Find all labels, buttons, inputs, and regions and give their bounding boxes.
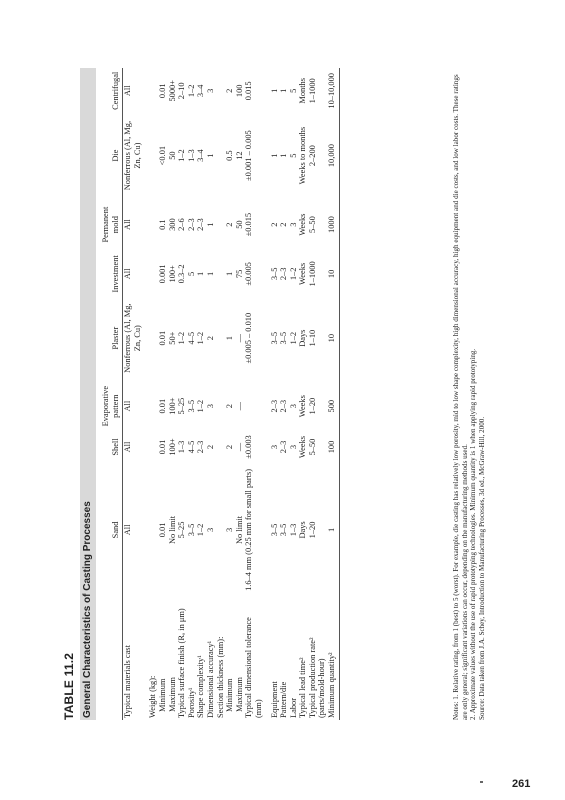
table-cell: 5 [288, 88, 298, 93]
table-cell: 75 [234, 269, 244, 279]
table-cell: 3 [225, 527, 235, 533]
table-cell [216, 380, 226, 432]
table-cell [142, 198, 158, 252]
table-cell: 2–3 [186, 218, 196, 231]
table-cell: Months [298, 78, 308, 104]
table-cell: 2–200 [307, 145, 317, 167]
table-cell: ±0.003 [244, 435, 254, 459]
table-cell: 1–2 [196, 331, 206, 345]
table-subtitle: General Characteristics of Casting Processes [80, 68, 96, 720]
table-cell [142, 68, 158, 114]
table-cell: 2–3 [279, 399, 289, 413]
table-cell: — [234, 401, 244, 411]
table-cell: 3 [269, 444, 279, 450]
table-cell: 3–5 [186, 523, 196, 537]
table-row [225, 68, 235, 720]
table-cell: 0.01 [157, 439, 167, 455]
table-cell: 5–50 [307, 438, 317, 456]
table-cell [142, 380, 158, 432]
table-row [142, 68, 158, 720]
table-cell: 2–3 [269, 399, 279, 413]
table-cell: 3 [288, 444, 298, 450]
header-evaporative-pattern: Evaporative pattern [101, 385, 120, 427]
table-cell [142, 252, 158, 297]
table-cell: Days [298, 521, 308, 539]
table-cell: 1–2 [196, 523, 206, 537]
note-source: Source: Data taken from J.A. Schey, Introduction to Manufacturing Processes, 3d ed., McGraw-Hill, 2000. [477, 416, 486, 720]
table-cell: 1–1000 [307, 78, 317, 104]
table-cell: 1–2 [196, 399, 206, 413]
table-row [123, 68, 143, 720]
row-label: Minimum quantity² [327, 598, 339, 720]
header-investment: Investment [110, 255, 120, 293]
table-row [244, 68, 263, 720]
table-cell: 300 [167, 218, 177, 231]
table-cell: 100+ [167, 397, 177, 415]
table-cell: ±0.005 – 0.010 [244, 312, 254, 364]
table-cell: 0.5 [225, 150, 235, 161]
table-cell: 50 [167, 151, 177, 160]
table-cell: 1–10 [307, 329, 317, 347]
table-cell: ±0.005 [244, 262, 254, 286]
table-cell: 2 [225, 404, 235, 409]
note-1: Notes: 1. Relative rating, from 1 (best) to 5 (worst). For example, die casting has relatively low porosity, mid to low shape complexity, high dimensional accuracy, high equipment and die costs, and low labor costs. These ratings are only general; significant variations can occur, depending on the manufacturing methods used. [452, 74, 469, 720]
table-cell: 3 [205, 88, 215, 93]
table-cell: Nonferrous (Al, Mg, Zn, Cu) [123, 303, 142, 373]
table-cell: 3 [288, 222, 298, 227]
table-cell: 1–3 [186, 149, 196, 162]
table-cell: 3–4 [196, 149, 206, 162]
table-cell [142, 462, 158, 598]
row-label: Pattern/die [279, 681, 289, 718]
casting-processes-table [100, 68, 340, 720]
table-cell: Weeks [298, 262, 308, 285]
table-cell: 0.01 [157, 398, 167, 414]
table-cell: 2 [225, 444, 235, 450]
table-cell: 1–1000 [307, 261, 317, 287]
table-cell: 3 [205, 404, 215, 409]
table-cell: 3–5 [186, 399, 196, 413]
table-cell [216, 462, 226, 598]
table-cell: ±0.015 [244, 212, 254, 237]
table-cell [142, 114, 158, 198]
table-cell: 1–2 [177, 149, 187, 162]
table-cell: 1 [269, 88, 279, 93]
table-cell: 2 [269, 222, 279, 227]
table-cell: 1.6–4 mm (0.25 mm for small parts) [244, 468, 254, 591]
table-cell: No limit [167, 515, 177, 545]
table-cell: 2–6 [177, 218, 187, 231]
table-cell: 0.3–2 [177, 264, 187, 284]
table-cell: Days [298, 329, 308, 347]
table-row [168, 68, 178, 720]
table-cell: 1–2 [186, 84, 196, 98]
table-cell: 100 [327, 432, 339, 462]
table-cell: 3–5 [279, 523, 289, 537]
table-cell: 3–5 [269, 331, 279, 345]
table-cell: 5000+ [167, 80, 177, 102]
table-cell: 1–2 [288, 267, 298, 281]
table-row [289, 68, 299, 720]
table-cell: 1–2 [177, 331, 187, 345]
table-cell: All [123, 268, 133, 280]
table-row [196, 68, 206, 720]
row-label: Typical lead time² [298, 657, 308, 718]
header-centrifugal: Centrifugal [110, 71, 120, 110]
table-cell: Nonferrous (Al, Mg, Zn, Cu) [123, 120, 142, 191]
note-2: 2. Approximate values without the use of rapid prototyping technologies. Minimum quantity is 1 when applying rapid prototyping. [469, 348, 478, 720]
row-label: Minimum [157, 678, 167, 712]
row-label: Typical surface finish (Rₐ in μm) [177, 608, 187, 718]
table-cell: 1–20 [307, 397, 317, 415]
row-label: Section thickness (mm): [215, 636, 225, 718]
table-cell: 0.01 [157, 522, 167, 538]
table-row [216, 68, 226, 720]
table-title: TABLE 11.2 [62, 652, 76, 720]
table-cell [216, 432, 226, 462]
header-plaster: Plaster [110, 326, 120, 350]
page-number: 261 [512, 778, 531, 790]
table-cell: Weeks [298, 395, 308, 418]
table-cell: 1–20 [307, 521, 317, 539]
table-cell [142, 296, 158, 380]
table-cell: No limit [234, 515, 244, 545]
header-shell: Shell [110, 438, 120, 456]
table-cell: 1 [269, 153, 279, 158]
header-blank [100, 598, 123, 720]
table-cell: 0.001 [157, 264, 167, 284]
table-cell: 50 [234, 220, 244, 229]
table-cell: All [123, 400, 133, 412]
table-cell: 10 [327, 252, 339, 297]
table-cell: 2–3 [279, 267, 289, 281]
table-cell: 0.01 [157, 83, 167, 99]
table-cell: 1–2 [288, 331, 298, 345]
table-cell [216, 68, 226, 114]
row-label: Typical production rate² (parts/mold-hour) [307, 637, 327, 718]
table-cell: 3–5 [269, 523, 279, 537]
table-cell: — [234, 442, 244, 452]
table-row [327, 68, 339, 720]
table-cell: 2–3 [279, 440, 289, 454]
table-cell: 1 [279, 153, 289, 158]
table-cell: Weeks [298, 213, 308, 236]
table-row [206, 68, 216, 720]
table-cell: 3 [205, 527, 215, 533]
table-cell: 2 [225, 222, 235, 227]
table-header-row [100, 68, 123, 720]
table-cell [216, 296, 226, 380]
table-cell: All [123, 524, 133, 536]
table-notes [452, 68, 486, 720]
table-cell: 3 [288, 404, 298, 409]
table-cell: 1 [205, 271, 215, 276]
table-cell [216, 252, 226, 297]
table-cell: 100+ [167, 265, 177, 283]
table-row [158, 68, 168, 720]
table-cell: 0.015 [244, 81, 254, 101]
table-cell: 10 [327, 296, 339, 380]
table-cell: 12 [234, 151, 244, 160]
table-cell: 1 [225, 271, 235, 276]
table-cell: 2 [225, 88, 235, 93]
table-cell: 3–4 [196, 84, 206, 98]
row-label: Minimum [225, 678, 235, 712]
table-cell: 4–5 [186, 331, 196, 345]
table-cell: 2 [205, 444, 215, 450]
header-sand: Sand [110, 521, 120, 539]
table-cell: 3–5 [279, 331, 289, 345]
table-cell: 2 [205, 336, 215, 341]
table-row [177, 68, 187, 720]
table-cell: 1 [279, 88, 289, 93]
table-row [187, 68, 197, 720]
table-cell: 10,000 [327, 114, 339, 198]
table-cell [142, 432, 158, 462]
table-cell [244, 380, 263, 432]
table-cell: Weeks [298, 435, 308, 459]
table-cell: 50+ [167, 331, 177, 345]
table-row [235, 68, 245, 720]
table-cell: 5 [288, 153, 298, 158]
table-cell: 4–5 [186, 440, 196, 454]
row-label: Equipment [269, 681, 279, 718]
table-cell: 100+ [167, 438, 177, 456]
table-cell [216, 114, 226, 198]
row-label: Typical materials cast [123, 645, 133, 718]
table-cell: 1–3 [288, 523, 298, 537]
table-cell [216, 198, 226, 252]
table-cell: 1 [205, 222, 215, 227]
table-cell: 1 [225, 336, 235, 341]
table-cell: 2 [279, 222, 289, 227]
table-cell: 0.01 [157, 330, 167, 346]
row-label: Dimensional accuracy¹ [205, 640, 215, 718]
table-cell: All [123, 219, 133, 230]
table-cell: Weeks to months [298, 126, 308, 185]
row-label: Labor [288, 698, 298, 718]
table-cell: <0.01 [157, 145, 167, 166]
table-cell: 5–50 [307, 216, 317, 233]
table-cell: 2–3 [196, 440, 206, 454]
header-die: Die [110, 149, 120, 162]
table-cell: 500 [327, 380, 339, 432]
table-cell: All [123, 441, 133, 453]
table-cell: 2–3 [196, 218, 206, 231]
table-row [279, 68, 289, 720]
table-cell: 1 [327, 462, 339, 598]
table-cell: 5–25 [177, 521, 187, 539]
row-label: Shape complexity¹ [196, 655, 206, 718]
row-label: Weight (kg): [148, 675, 158, 718]
table-cell: 10–10,000 [327, 68, 339, 114]
table-cell: All [123, 85, 133, 97]
table-cell: 1 [196, 271, 206, 276]
table-row [308, 68, 327, 720]
table-cell: 2–10 [177, 82, 187, 100]
table-cell: 5–25 [177, 397, 187, 415]
table-cell: 100 [234, 84, 244, 98]
row-label: Maximum [234, 677, 244, 712]
row-label: Maximum [167, 677, 177, 712]
table-cell: 5 [186, 271, 196, 276]
table-cell: 1 [205, 153, 215, 158]
table-row [264, 68, 280, 720]
print-speck [480, 781, 483, 783]
row-label: Typical dimensional tolerance (mm) [244, 617, 263, 718]
table-cell: 0.1 [157, 219, 167, 230]
table-cell: 1–3 [177, 440, 187, 454]
rotated-table-page [62, 60, 502, 720]
table-cell: — [234, 333, 244, 343]
table-cell: 1000 [327, 198, 339, 252]
table-cell: 3–5 [269, 267, 279, 281]
header-permanent-mold: Permanent mold [101, 206, 120, 243]
table-cell: ±0.001 – 0.005 [244, 130, 254, 181]
table-row [298, 68, 308, 720]
row-label: Porosity¹ [186, 687, 196, 718]
